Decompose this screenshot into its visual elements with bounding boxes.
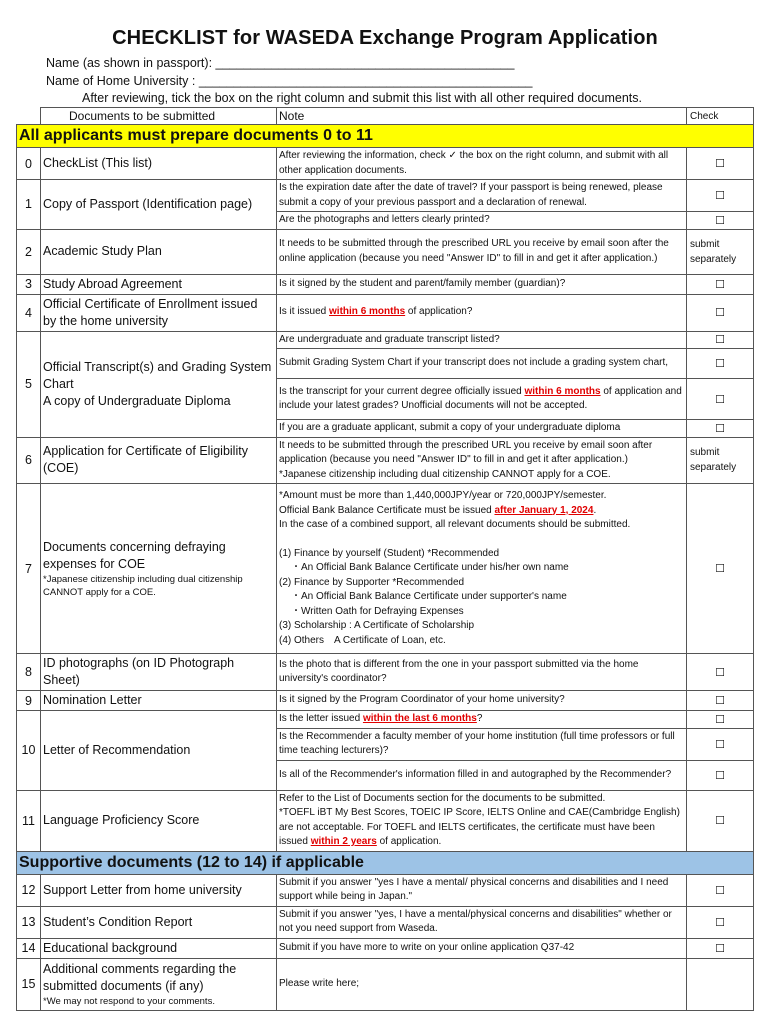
checkbox[interactable]: ☐ [687, 294, 754, 331]
section-supportive [17, 851, 754, 874]
note-text: Is the letter issued within the last 6 months? [277, 711, 687, 729]
table-row [17, 294, 754, 331]
checkbox[interactable]: ☐ [687, 349, 754, 379]
header-note: Note [277, 108, 687, 125]
note-text: It needs to be submitted through the prescribed URL you receive by email soon after the online application (because you need "Answer ID" to fill in and get it after application.) [277, 229, 687, 274]
note-text: Is it issued within 6 months of application? [277, 294, 687, 331]
checkbox[interactable]: ☐ [687, 274, 754, 294]
comments-field[interactable]: Please write here; [277, 958, 687, 1010]
note-text: Are undergraduate and graduate transcript listed? [277, 331, 687, 349]
table-row [17, 331, 754, 349]
section-required [17, 125, 754, 148]
checkbox[interactable]: ☐ [687, 331, 754, 349]
checkbox[interactable]: ☐ [687, 180, 754, 212]
checkbox[interactable]: ☐ [687, 420, 754, 438]
row-number: 13 [17, 906, 41, 938]
header-check: Check [687, 108, 754, 125]
row-number: 6 [17, 437, 41, 484]
row-number: 2 [17, 229, 41, 274]
document-name: Official Transcript(s) and Grading System Chart A copy of Undergraduate Diploma [41, 331, 277, 437]
table-row [17, 906, 754, 938]
checkbox[interactable]: ☐ [687, 212, 754, 230]
note-text: Is the photo that is different from the one in your passport submitted via the home university's coordinator? [277, 654, 687, 691]
note-text: Is it signed by the Program Coordinator of your home university? [277, 691, 687, 711]
document-name: Academic Study Plan [41, 229, 277, 274]
document-name: Student’s Condition Report [41, 906, 277, 938]
checkbox[interactable]: ☐ [687, 906, 754, 938]
note-text: Is all of the Recommender's information filled in and autographed by the Recommender? [277, 760, 687, 790]
note-text: It needs to be submitted through the prescribed URL you receive by email soon after application (because you need "Answer ID" to fill in and get it after application.) *Japanese citizenship including dual citizenship CANNOT apply for a COE. [277, 437, 687, 484]
home-university-field[interactable]: Name of Home University : ________________________________________________ [46, 74, 533, 88]
row-number: 14 [17, 938, 41, 958]
note-text: Is the expiration date after the date of travel? If your passport is being renewed, please submit a copy of your previous passport and a declaration of renewal. [277, 180, 687, 212]
document-name: CheckList (This list) [41, 148, 277, 180]
document-name: Documents concerning defraying expenses for COE *Japanese citizenship including dual citizenship CANNOT apply for a COE. [41, 484, 277, 654]
document-name: Copy of Passport (Identification page) [41, 180, 277, 230]
note-text: Submit if you have more to write on your online application Q37-42 [277, 938, 687, 958]
table-row [17, 180, 754, 212]
document-name: Educational background [41, 938, 277, 958]
table-row [17, 790, 754, 851]
document-name: Official Certificate of Enrollment issued by the home university [41, 294, 277, 331]
table-row [17, 654, 754, 691]
empty-check-cell [687, 958, 754, 1010]
row-number: 7 [17, 484, 41, 654]
note-text: *Amount must be more than 1,440,000JPY/year or 720,000JPY/semester. Official Bank Balance Certificate must be issued after January 1, 2024. In the case of a combined support, all relevant documents should be submitted. (1) Finance by yourself (Student) *Recommended ・An Official Bank Balance Certificate under his/her own name (2) Finance by Supporter *Recommended ・An Official Bank Balance Certificate under supporter's name ・Written Oath for Defraying Expenses (3) Scholarship : A Certificate of Scholarship (4) Others A Certificate of Loan, etc. [277, 484, 687, 654]
checkbox[interactable]: ☐ [687, 760, 754, 790]
row-number: 4 [17, 294, 41, 331]
table-row [17, 437, 754, 484]
table-row [17, 148, 754, 180]
note-text: If you are a graduate applicant, submit a copy of your undergraduate diploma [277, 420, 687, 438]
checkbox[interactable]: ☐ [687, 379, 754, 420]
document-name: Additional comments regarding the submitted documents (if any) *We may not respond to your comments. [41, 958, 277, 1010]
checkbox[interactable]: ☐ [687, 874, 754, 906]
document-name: Nomination Letter [41, 691, 277, 711]
row-number: 10 [17, 711, 41, 791]
table-row [17, 484, 754, 654]
checklist-table [16, 107, 754, 1011]
page-title: CHECKLIST for WASEDA Exchange Program Application [112, 27, 658, 49]
instruction-text: After reviewing, tick the box on the right column and submit this list with all other required documents. [82, 91, 642, 105]
table-row [17, 874, 754, 906]
table-row [17, 274, 754, 294]
checkbox[interactable]: ☐ [687, 484, 754, 654]
table-header-row [17, 108, 754, 125]
row-number: 9 [17, 691, 41, 711]
note-text: Is the transcript for your current degree officially issued within 6 months of application and include your latest grades? Unofficial documents will not be accepted. [277, 379, 687, 420]
note-text: Is the Recommender a faculty member of your home institution (full time professors or full time teaching lecturers)? [277, 728, 687, 760]
note-text: Submit if you answer "yes, I have a mental/physical concerns and disabilities" whether or not you need support from Waseda. [277, 906, 687, 938]
document-name: ID photographs (on ID Photograph Sheet) [41, 654, 277, 691]
checkbox[interactable]: ☐ [687, 711, 754, 729]
submit-separately-label: submit separately [687, 229, 754, 274]
note-text: Are the photographs and letters clearly printed? [277, 212, 687, 230]
document-name: Language Proficiency Score [41, 790, 277, 851]
row-number: 15 [17, 958, 41, 1010]
table-row [17, 938, 754, 958]
row-number: 0 [17, 148, 41, 180]
row-number: 1 [17, 180, 41, 230]
note-text: Submit if you answer "yes I have a mental/ physical concerns and disabilities and I need support while being in Japan." [277, 874, 687, 906]
note-text: Refer to the List of Documents section for the documents to be submitted. *TOEFL iBT My Best Scores, TOEIC IP Score, IELTS Online and CAE(Cambridge English) are not acceptable. For TOEFL and IELTS certificates, the certificate must have been issued within 2 years of application. [277, 790, 687, 851]
checkbox[interactable]: ☐ [687, 691, 754, 711]
checkbox[interactable]: ☐ [687, 148, 754, 180]
row-number: 5 [17, 331, 41, 437]
table-row [17, 958, 754, 1010]
document-name: Study Abroad Agreement [41, 274, 277, 294]
checkbox[interactable]: ☐ [687, 938, 754, 958]
document-name: Support Letter from home university [41, 874, 277, 906]
note-text: Submit Grading System Chart if your transcript does not include a grading system chart, [277, 349, 687, 379]
section-supportive-title: Supportive documents (12 to 14) if applicable [17, 851, 754, 874]
note-text: Is it signed by the student and parent/family member (guardian)? [277, 274, 687, 294]
note-text: After reviewing the information, check ✓ the box on the right column, and submit with all other application documents. [277, 148, 687, 180]
submit-separately-label: submit separately [687, 437, 754, 484]
document-name: Letter of Recommendation [41, 711, 277, 791]
checkbox[interactable]: ☐ [687, 790, 754, 851]
document-name: Application for Certificate of Eligibility (COE) [41, 437, 277, 484]
name-field[interactable]: Name (as shown in passport): ___________________________________________ [46, 56, 515, 70]
row-number: 12 [17, 874, 41, 906]
row-number: 11 [17, 790, 41, 851]
header-documents: Documents to be submitted [41, 108, 277, 125]
table-row [17, 229, 754, 274]
row-number: 3 [17, 274, 41, 294]
section-required-title: All applicants must prepare documents 0 to 11 [17, 125, 754, 148]
table-row [17, 711, 754, 729]
checkbox[interactable]: ☐ [687, 654, 754, 691]
row-number: 8 [17, 654, 41, 691]
checkbox[interactable]: ☐ [687, 728, 754, 760]
table-row [17, 691, 754, 711]
